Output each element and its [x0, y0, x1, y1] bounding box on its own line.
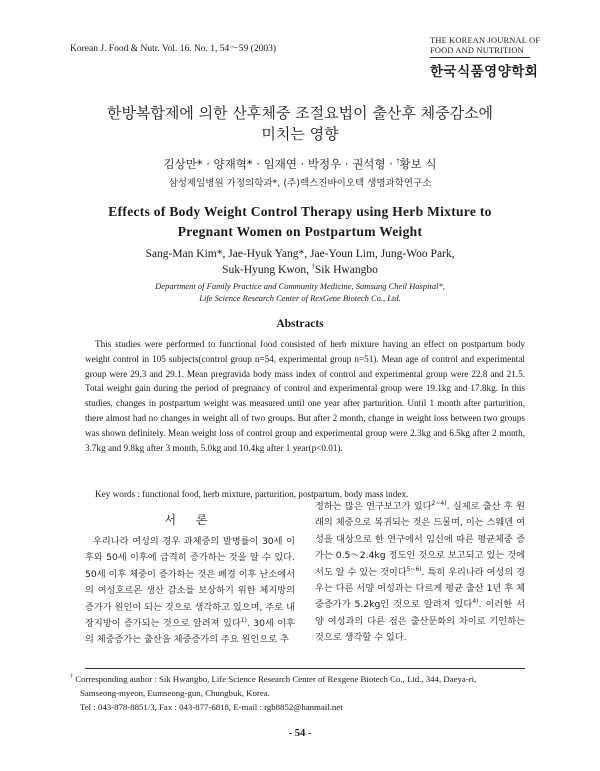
- footnote-corresponding: [70, 672, 540, 714]
- footnote-author: Corresponding author : Sik Hwangbo, Life Science Research Center of Rexgene Biotech Co., Ltd., 344, Daeya-ri,: [73, 674, 477, 684]
- intro-right-text-b: . 실제로 출산 후 원래의 체중으로 복귀되는 것은 드물며, 이는 스웨덴 여성을 대상으로 한 연구에서 임신에 따른 평균체중 증가는 0.5～2.4kg 정도인 것으로 보고되고 있는 것에서도 알 수 있는 것이다: [315, 501, 525, 578]
- affiliation-english-line1: Department of Family Practice and Community Medicine, Samsung Cheil Hospital*,: [155, 281, 445, 291]
- intro-right-text-d: . 이러한 서양 여성과의 다른 점은 출산문화의 차이로 기인하는 것으로 생각할 수 있다.: [315, 599, 525, 644]
- dagger-mark: †: [396, 158, 400, 166]
- title-korean: [60, 103, 540, 145]
- intro-left-text-continued: . 30세 이후의 체중증가는 출산을 체중증가의 주요 원인으로 추: [85, 618, 296, 646]
- intro-right-text-c: . 특히 우리나라 여성의 경우는 다른 서양 여성과는 다르게 평균 출산 1년 후 체중증가가 5.2kg인 것으로 알려져 있다: [315, 566, 525, 611]
- footnote-rule: [85, 668, 525, 669]
- journal-name: [430, 36, 540, 56]
- authors-english-line2: [60, 262, 540, 278]
- title-english-line1: Effects of Body Weight Control Therapy using Herb Mixture to: [108, 204, 492, 219]
- abstract-heading: Abstracts: [276, 318, 324, 330]
- journal-name-line2: FOOD AND NUTRITION: [430, 46, 524, 55]
- footnote-line2: Samseong-myeon, Eumseong-gun, Chungbuk, Korea.: [80, 688, 270, 698]
- affiliation-english-line2: Life Science Research Center of RexGene Biotech Co., Ltd.: [199, 293, 401, 303]
- journal-name-line1: THE KOREAN JOURNAL OF: [430, 36, 541, 45]
- title-korean-line1: 한방복합제에 의한 산후체중 조절요법이 출산후 체중감소에: [106, 104, 494, 122]
- intro-left-text: 우리나라 여성의 경우 과체중의 발병률이 30세 이후와 50세 이후에 급격히 증가하는 것을 알 수 있다. 50세 이후 체중이 증가하는 것은 폐경 이후 난소에서의 여성호르몬 생산 감소를 보상하기 위한 체지방의 증가가 원인이 되는 것으로 생각하고 있으며, 주로 내장지방이 증가되는 것으로 알려져 있다: [85, 536, 295, 630]
- intro-right-column: [315, 499, 525, 647]
- dagger-mark: †: [311, 264, 315, 271]
- authors-english-corresponding: Sik Hwangbo: [314, 264, 378, 276]
- intro-right-text-a: 정하는 많은 연구보고가 있다: [315, 501, 432, 512]
- affiliation-korean: 삼성제일병원 가정의학과*, (주)렉스진바이오텍 생명과학연구소: [168, 178, 432, 189]
- journal-citation: Korean J. Food & Nutr. Vol. 16. No. 1, 54～59 (2003): [70, 44, 277, 54]
- citation-ref: 5~6): [406, 565, 422, 573]
- abstract-body: This studies were performed to functional food consisted of herb mixture having an effect on postpartum body weight control in 105 subjects(control group n=54, experimental group n=51). Mean age of control and experimental group were 29.3 and 29.1. Mean pregravida body mass index of control and experimental group were 22.8 and 21.5. Total weight gain during the period of pregnancy of control and experimental group were 19.1kg and 17.8kg. In this studies, changes in postpartum weight was measured until one year after parturition. Until 1 month after parturition, there almost had no changes in weight all of two groups. But after 2 month, change in weight loss between two groups was shown definitely. Mean weight loss of control group and experimental group were 2.3kg and 6.5kg after 2 month, 3.7kg and 9.8kg after 3 month, 5.0kg and 10.4kg after 1 year(p<0.01).: [85, 339, 525, 453]
- section-heading-introduction: 서 론: [164, 513, 216, 527]
- society-name: 한국식품영양학회: [430, 64, 539, 80]
- authors-korean: [60, 156, 540, 172]
- citation-ref: 1): [240, 616, 247, 624]
- title-english: [60, 202, 540, 242]
- authors-korean-corresponding: 황보 식: [399, 157, 437, 171]
- dagger-mark: †: [70, 674, 73, 681]
- title-english-line2: Pregnant Women on Postpartum Weight: [177, 224, 423, 239]
- journal-header-rule: [430, 57, 530, 58]
- affiliation-english: [60, 280, 540, 304]
- citation-ref: 4): [472, 598, 479, 606]
- keywords: Key words : functional food, herb mixture, parturition, postpartum, body mass index.: [95, 489, 409, 499]
- authors-english-line1: Sang-Man Kim*, Jae-Hyuk Yang*, Jae-Youn Lim, Jung-Woo Park,: [145, 248, 455, 260]
- footnote-line1: [70, 672, 540, 686]
- title-korean-line2: 미치는 영향: [261, 125, 339, 143]
- authors-english-name: Suk-Hyung Kwon,: [222, 264, 312, 276]
- citation-ref: 2~4): [431, 499, 447, 507]
- authors-english: [60, 246, 540, 278]
- intro-left-column: [85, 534, 295, 649]
- page-number: - 54 -: [288, 728, 312, 739]
- authors-korean-list: 김상만* · 양재혁* · 임재연 · 박정우 · 권석형 ·: [163, 157, 397, 171]
- footnote-line3: Tel : 043-878-8851/3, Fax : 043-877-6818, E-mail : rgb8852@hanmail.net: [80, 702, 343, 712]
